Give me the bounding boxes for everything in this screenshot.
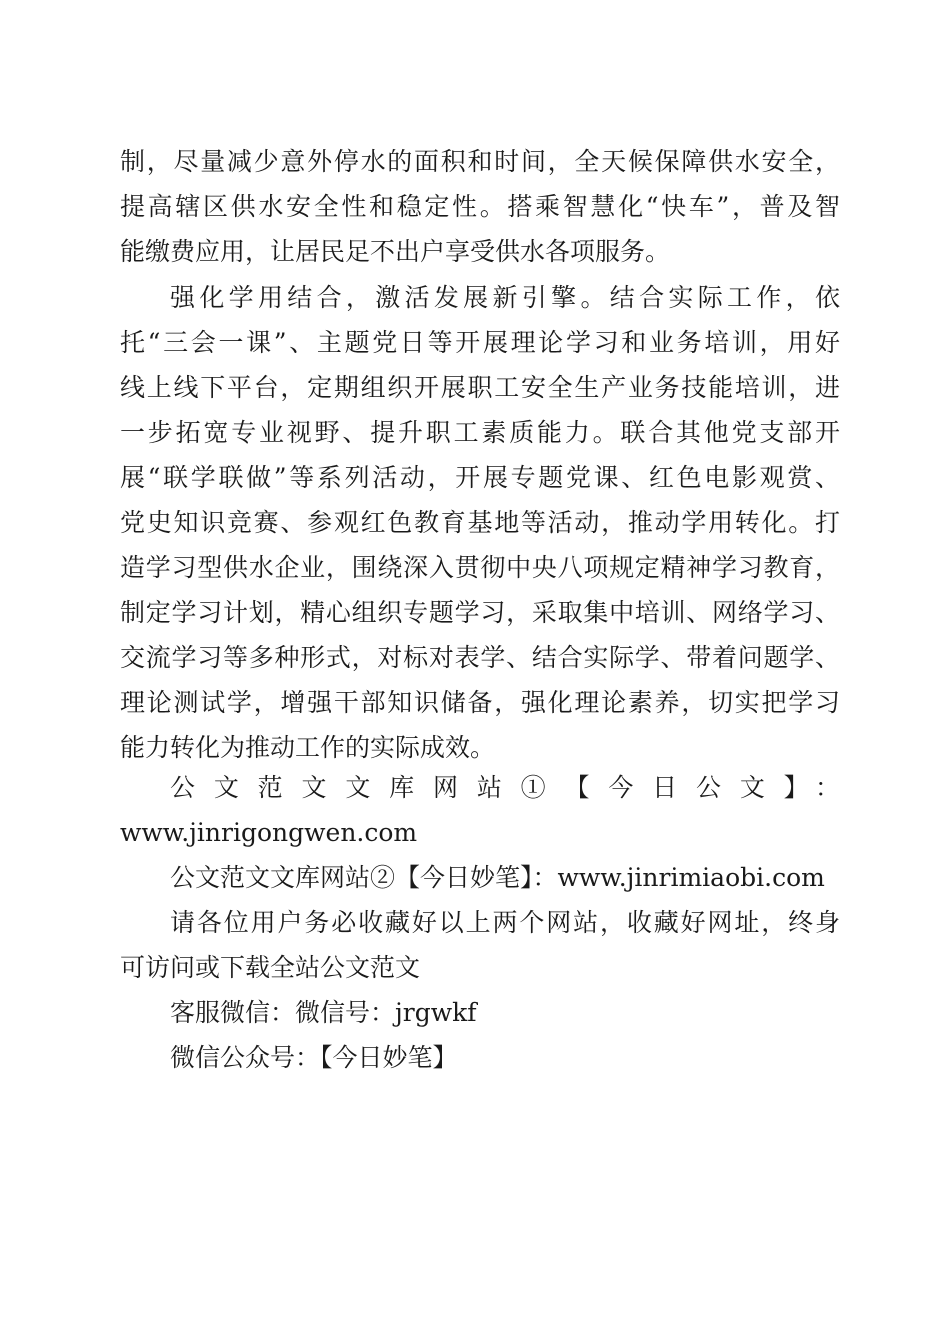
body-text-line: 制定学习计划，精心组织专题学习，采取集中培训、网络学习、 <box>120 598 840 627</box>
site-two-line: 公文范文文库网站②【今日妙笔】：www.jinrimiaobi.com <box>170 863 825 892</box>
site-one-url[interactable]: www.jinrigongwen.com <box>120 818 418 847</box>
body-text-line: 理论测试学，增强干部知识储备，强化理论素养，切实把学习 <box>120 688 840 717</box>
body-text-line: 线上线下平台，定期组织开展职工安全生产业务技能培训，进 <box>120 373 840 402</box>
body-text-line: 能力转化为推动工作的实际成效。 <box>120 733 496 762</box>
body-text-line: 展“联学联做”等系列活动，开展专题党课、红色电影观赏、 <box>120 463 840 492</box>
body-text-line: 一步拓宽专业视野、提升职工素质能力。联合其他党支部开 <box>120 418 840 447</box>
notice-line: 可访问或下载全站公文范文 <box>120 953 421 982</box>
customer-service-line: 客服微信：微信号：jrgwkf <box>170 998 477 1027</box>
paragraph-heading-line: 强化学用结合，激活发展新引擎。结合实际工作，依 <box>170 283 840 312</box>
body-text-line: 党史知识竞赛、参观红色教育基地等活动，推动学用转化。打 <box>120 508 840 537</box>
body-text-line: 提高辖区供水安全性和稳定性。搭乘智慧化“快车”，普及智 <box>120 192 840 221</box>
body-text-line: 制，尽量减少意外停水的面积和时间，全天候保障供水安全， <box>120 147 840 176</box>
site-one-label: 公文范文文库网站①【今日公文】： <box>170 773 840 802</box>
body-text-line: 交流学习等多种形式，对标对表学、结合实际学、带着问题学、 <box>120 643 840 672</box>
notice-line: 请各位用户务必收藏好以上两个网站，收藏好网址，终身 <box>170 908 840 937</box>
official-account-line: 微信公众号：【今日妙笔】 <box>170 1043 458 1072</box>
body-text-line: 托“三会一课”、主题党日等开展理论学习和业务培训，用好 <box>120 328 840 357</box>
body-text-line: 造学习型供水企业，围绕深入贯彻中央八项规定精神学习教育， <box>120 553 840 582</box>
body-text-line: 能缴费应用，让居民足不出户享受供水各项服务。 <box>120 237 671 266</box>
